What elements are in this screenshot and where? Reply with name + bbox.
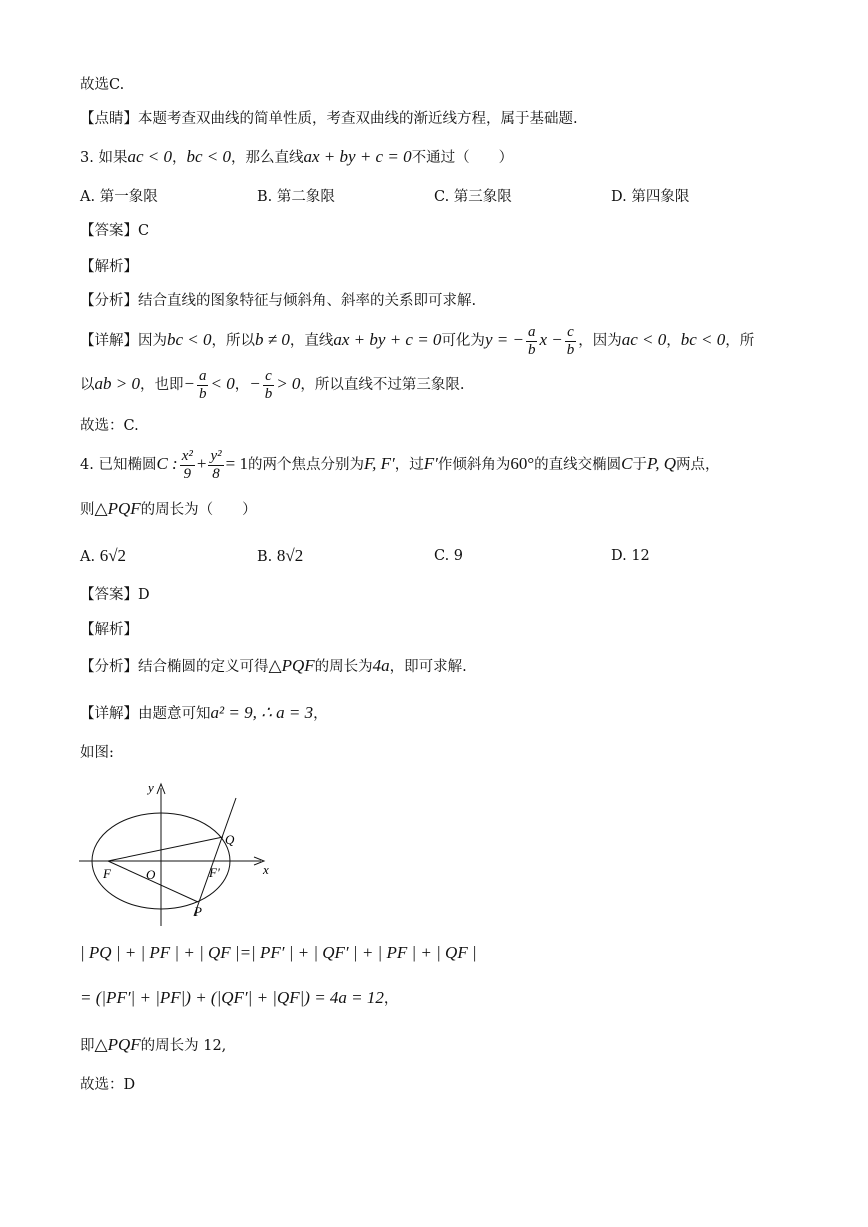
fraction-c-over-b: $\frac{c}{b}$ xyxy=(566,323,575,358)
equation-1: | PQ | + | PF | + | QF |=| PF′ | + | QF′ | + | PF | + | QF | xyxy=(80,943,477,962)
question-4-stem-line-1: 4. 已知椭圆C : $\frac{\text{x²}}{9}$ + $\frac{\text{y²}}{8}$ = 1的两个焦点分别为F, F′，过F′作倾斜角为60°的直线交椭圆C于P, Q两点， xyxy=(80,447,720,482)
previous-conclusion: 故选C. xyxy=(80,77,125,93)
q3-option-a: A. 第一象限 xyxy=(80,189,158,205)
q4-choose: 故选：D xyxy=(80,1077,136,1093)
label-O: O xyxy=(146,867,156,882)
equation-2: = (|PF′| + |PF|) + (|QF′| + |QF|) = 4a = 12， xyxy=(80,988,399,1007)
fraction-a-over-b: $\frac{a}{b}$ xyxy=(527,323,536,358)
fraction-y2-over-8: $\frac{\text{y²}}{8}$ xyxy=(210,447,222,482)
q4-option-b: B. 8√2 xyxy=(257,546,304,565)
question-4-stem-line-2: 则△PQF的周长为（ ） xyxy=(80,499,257,518)
q3-option-b: B. 第二象限 xyxy=(257,189,335,205)
label-x: x xyxy=(263,862,269,877)
q4-conclusion: 即△PQF的周长为 12, xyxy=(80,1035,227,1054)
q3-detail-line-2: 以ab > 0，也即− $\frac{a}{b}$ < 0，− $\frac{c}{b}$ > 0，所以直线不过第三象限. xyxy=(80,367,465,402)
fraction-a-over-b: $\frac{a}{b}$ xyxy=(198,367,207,402)
q4-analysis-heading: 【解析】 xyxy=(80,622,138,638)
q4-fenxi: 【分析】结合椭圆的定义可得△PQF的周长为4a，即可求解. xyxy=(80,656,467,675)
label-F: F xyxy=(103,866,111,881)
q3-option-d: D. 第四象限 xyxy=(611,189,690,205)
q3-answer: 【答案】C xyxy=(80,223,150,239)
ellipse-figure xyxy=(76,776,286,928)
q4-detail: 【详解】由题意可知a² = 9, ∴ a = 3， xyxy=(80,703,328,722)
q3-option-c: C. 第三象限 xyxy=(434,189,512,205)
fraction-x2-over-9: $\frac{\text{x²}}{9}$ xyxy=(181,447,193,482)
q4-answer: 【答案】D xyxy=(80,587,150,603)
label-F-prime: F′ xyxy=(209,865,220,880)
label-Q: Q xyxy=(225,832,235,847)
label-P: P xyxy=(194,904,202,919)
q3-fenxi: 【分析】结合直线的图象特征与倾斜角、斜率的关系即可求解. xyxy=(80,293,477,309)
previous-comment: 【点睛】本题考查双曲线的简单性质，考查双曲线的渐近线方程，属于基础题. xyxy=(80,111,578,127)
question-3-stem: 3. 如果ac < 0，bc < 0，那么直线ax + by + c = 0不通过（ ） xyxy=(80,147,514,166)
label-y: y xyxy=(148,780,154,795)
q4-option-c: C. 9 xyxy=(434,548,464,564)
q4-option-d: D. 12 xyxy=(611,548,650,564)
segment-FQ xyxy=(108,837,223,861)
q3-detail-line-1: 【详解】因为bc < 0，所以b ≠ 0，直线ax + by + c = 0可化为y = − $\frac{a}{b}$ x − $\frac{c}{b}$ ，因为ac < 0，bc < 0，所 xyxy=(80,323,755,358)
q3-choose: 故选：C. xyxy=(80,418,139,434)
fraction-c-over-b: $\frac{c}{b}$ xyxy=(264,367,273,402)
q4-figure-intro: 如图: xyxy=(80,745,114,761)
q4-option-a: A. 6√2 xyxy=(80,546,127,565)
q3-analysis-heading: 【解析】 xyxy=(80,259,138,275)
